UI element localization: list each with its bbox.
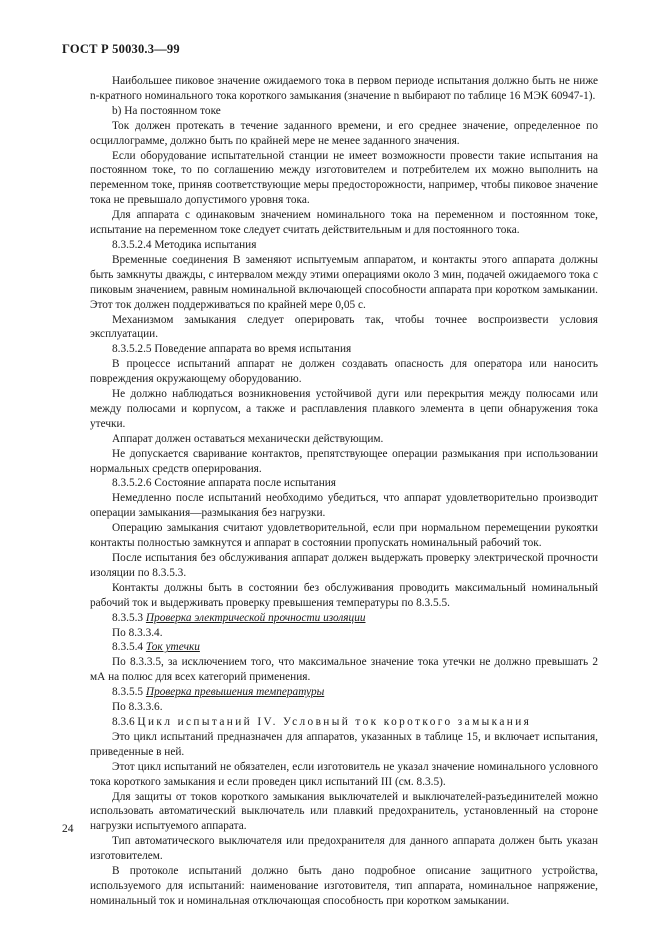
paragraph: Операцию замыкания считают удовлетворительной, если при нормальном перемещении рукоятки контакты полностью замкнутся и аппарат в состоянии пропускать номинальный рабочий ток. xyxy=(90,522,598,550)
section-number: 8.3.5.4 xyxy=(112,641,144,654)
paragraph xyxy=(90,685,598,700)
paragraph: Наибольшее пиковое значение ожидаемого тока в первом периоде испытания должно быть не ниже n-кратного номинального тока короткого замыкания (значение n выбирают по таблице 16 МЭК 60947-1). xyxy=(90,75,598,102)
paragraph: Не допускается сваривание контактов, препятствующее операции размыкания при использовании нормальных средств оперирования. xyxy=(90,447,598,475)
paragraph: По 8.3.3.5, за исключением того, что максимальное значение тока утечки не должно превышать 2 мА на полюс для всех категорий применения. xyxy=(90,656,598,684)
paragraph: По 8.3.3.4. xyxy=(112,626,163,639)
section-title: Проверка электрической прочности изоляции xyxy=(145,611,366,624)
section-title: Цикл испытаний IV. Условный ток короткого замыкания xyxy=(137,715,532,728)
section-title: Ток утечки xyxy=(145,641,200,654)
document-body xyxy=(90,74,598,909)
paragraph xyxy=(90,611,598,626)
paragraph xyxy=(90,640,598,655)
document-header: ГОСТ Р 50030.3—99 xyxy=(62,42,180,56)
paragraph: 8.3.5.2.4 Методика испытания xyxy=(112,238,257,251)
paragraph: Не должно наблюдаться возникновения устойчивой дуги или перекрытия между полюсами или между полюсами и корпусом, а также и расплавления плавкого элемента в цепи обнаружения тока утечки. xyxy=(90,388,598,430)
paragraph: По 8.3.3.6. xyxy=(112,701,163,714)
paragraph: В протоколе испытаний должно быть дано подробное описание защитного устройства, используемого для испытаний: наименование изготовителя, тип аппарата, номинальное напряжение, номинальный ток и номинальная отключающая способность при коротком замыкании. xyxy=(90,865,598,907)
paragraph: Если оборудование испытательной станции не имеет возможности провести такие испытания на постоянном токе, то по соглашению между изготовителем и потребителем их можно выполнить на переменном токе, приняв соответствующие меры предосторожности, например, чтобы пиковое значение тока не превышало допустимого уровня тока. xyxy=(90,149,598,207)
paragraph: 8.3.5.2.6 Состояние аппарата после испытания xyxy=(112,477,336,490)
paragraph xyxy=(90,715,598,730)
paragraph: Ток должен протекать в течение заданного времени, и его среднее значение, определенное по осциллограмме, должно быть по крайней мере не менее заданного значения. xyxy=(90,119,598,147)
paragraph: Для защиты от токов короткого замыкания выключателей и выключателей-разъединителей можно использовать автоматический выключатель или плавкий предохранитель, установленный на стороне нагрузки испытуемого аппарата. xyxy=(90,790,598,833)
paragraph: Для аппарата с одинаковым значением номинального тока на переменном и постоянном токе, испытание на переменном токе следует считать действительным и для постоянного тока. xyxy=(90,209,598,237)
section-number: 8.3.6 xyxy=(112,715,135,728)
page-number: 24 xyxy=(62,823,74,835)
paragraph: Тип автоматического выключателя или предохранителя для данного аппарата должен быть указан изготовителем. xyxy=(90,835,598,863)
paragraph: Немедленно после испытаний необходимо убедиться, что аппарат удовлетворительно производит операции замыкания—размыкания без нагрузки. xyxy=(90,492,598,520)
paragraph: Этот цикл испытаний не обязателен, если изготовитель не указал значение номинального условного тока короткого замыкания и если проведен цикл испытаний III (см. 8.3.5). xyxy=(90,760,598,788)
section-number: 8.3.5.5 xyxy=(112,686,144,699)
paragraph: Это цикл испытаний предназначен для аппаратов, указанных в таблице 15, и включает испытания, приведенные в ней. xyxy=(90,730,598,758)
paragraph: 8.3.5.2.5 Поведение аппарата во время испытания xyxy=(112,343,352,356)
paragraph: После испытания без обслуживания аппарат должен выдержать проверку электрической прочности изоляции по 8.3.5.3. xyxy=(90,552,598,579)
paragraph: Контакты должны быть в состоянии без обслуживания проводить максимальный номинальный рабочий ток и выдерживать проверку превышения температуры по 8.3.5.5. xyxy=(90,581,598,609)
paragraph: В процессе испытаний аппарат не должен создавать опасность для оператора или наносить повреждения окружающему оборудованию. xyxy=(90,358,598,386)
section-number: 8.3.5.3 xyxy=(112,611,144,624)
paragraph: Временные соединения B заменяют испытуемым аппаратом, и контакты этого аппарата должны быть замкнуты дважды, с интервалом между этими операциями около 3 мин, подачей ожидаемого тока с пиковым значением, равным номинальной включающей способности аппарата при коротком замыкании. Этот ток должен поддерживаться по крайней мере 0,05 с. xyxy=(90,253,598,311)
section-title: Проверка превышения температуры xyxy=(145,686,325,699)
paragraph: b) На постоянном токе xyxy=(112,104,221,117)
paragraph: Аппарат должен оставаться механически действующим. xyxy=(112,432,384,445)
paragraph: Механизмом замыкания следует оперировать так, чтобы точнее воспроизвести условия эксплуатации. xyxy=(90,313,598,341)
